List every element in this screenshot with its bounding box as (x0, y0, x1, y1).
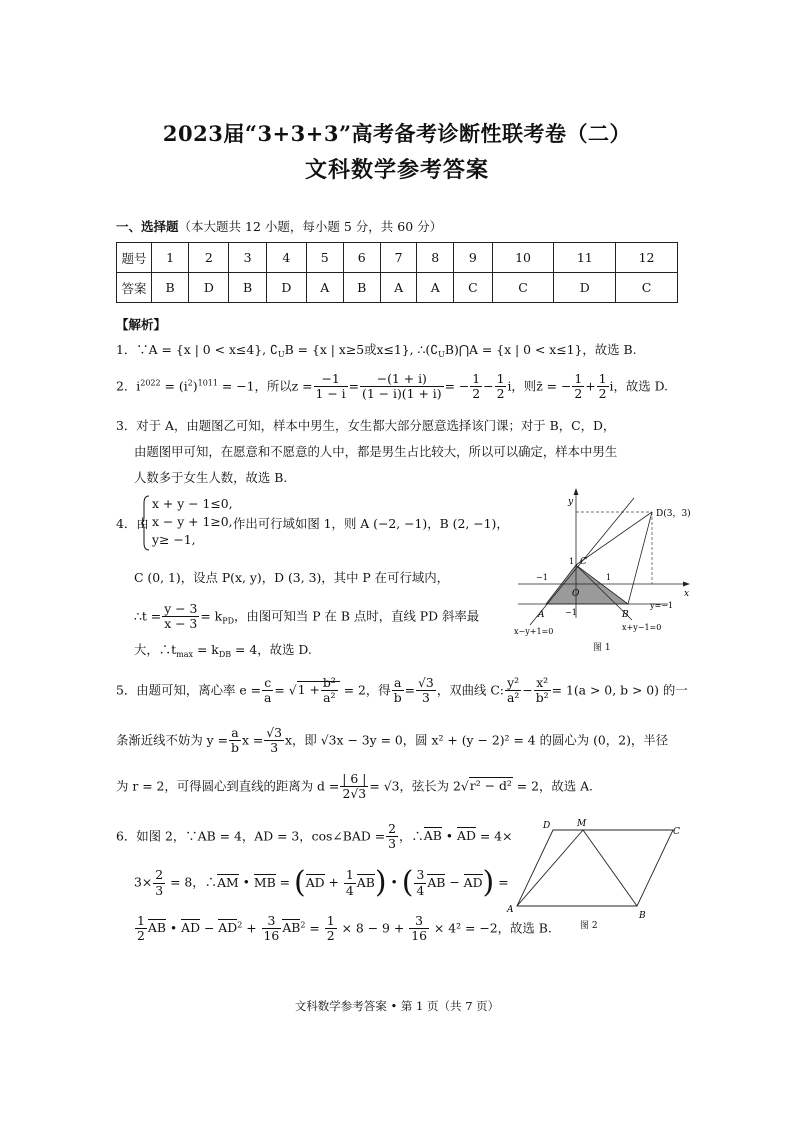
q6-text: − (445, 874, 464, 890)
denominator: 2 (598, 386, 607, 402)
q6-text: ，∴ (399, 828, 424, 844)
q5-text: = √3，弦长为 2 (369, 778, 461, 794)
figure-1-caption: 图 1 (593, 643, 611, 653)
q6-text: − (200, 920, 219, 936)
q4-text: ，由图可知当 P 在 B 点时，直线 PD 斜率最 (233, 608, 480, 624)
q6-text: 6．如图 2，∵AB = 4，AD = 3，cos∠BAD = (116, 828, 386, 844)
q4-lead: 4．由 (116, 516, 149, 531)
q4-line-1: 作出可行域如图 1，则 A (−2, −1)，B (2, −1)， (233, 516, 509, 531)
y-axis-arrow (574, 488, 579, 495)
q4-text: = 4，故选 D. (231, 642, 312, 657)
table-cell: 4 (266, 243, 306, 273)
q4-ineq-3: y≥ −1, (152, 532, 196, 547)
q5-line-3: 为 r = 2，可得圆心到直线的距离为 d = $\frac{| 6 |}{2√3}$ = √3，弦长为 2√r² − d² = 2，故选 A. (116, 771, 593, 802)
q4-ineq-1: x + y − 1≤0, (152, 496, 233, 511)
q6-line-2: 3× $\frac{2}{3}$ = 8，∴AM • MB = (AD + $\frac{1}{4}$ AB) • ( $\frac{3}{4}$ AB − AD) = (134, 865, 509, 900)
q4-fraction (162, 602, 199, 632)
numerator: y² (505, 676, 521, 691)
section-note: （本大题共 12 小题，每小题 5 分，共 60 分） (178, 219, 443, 234)
tick-neg1-y: −1 (565, 608, 577, 617)
q6-text: • (386, 874, 402, 890)
q5-fraction (340, 772, 368, 802)
tick-1-y: 1 (569, 557, 575, 566)
section-label: 一、选择题 (116, 219, 179, 234)
x-axis-arrow (683, 582, 690, 587)
q2-text: i，则z̄ = − (507, 378, 572, 394)
q5-text: 5．由题可知，离心率 e = (116, 682, 261, 698)
q1-line: 1．∵A = {x | 0 < x≤4}, $∁_UB = \{x$ | x≥5或x≤1}, $\therefore(∁_UB)⋂A = \{x$ | 0 < x≤1}，故选 B. (116, 342, 637, 359)
q1-text-a: ∵A = {x | 0 < x≤4}, ∁ (136, 342, 278, 357)
vector-AB: AB (427, 874, 446, 890)
numerator: a (229, 726, 241, 741)
label-x: x (684, 589, 690, 599)
q2-text: + (585, 378, 596, 394)
q5-text: = (274, 682, 285, 698)
denominator: 2 (137, 928, 145, 944)
q2-text: ) (192, 378, 198, 394)
brace (141, 495, 151, 551)
label-B: B (622, 610, 629, 620)
page-subtitle: 文科数学参考答案 (304, 157, 489, 183)
q6-text: = (275, 874, 294, 890)
q5-text: = (404, 682, 416, 698)
table-cell: C (492, 273, 554, 303)
denominator: a (264, 690, 272, 706)
numerator: √3 (266, 725, 283, 740)
q2-text: i (136, 378, 141, 394)
table-row-numbers (117, 243, 678, 273)
q6-text: × 4² = −2，故选 B. (429, 920, 552, 936)
numerator: 3 (262, 914, 282, 929)
denominator: x − 3 (164, 616, 198, 632)
page-footer: 文科数学参考答案 • 第 1 页（共 7 页） (294, 999, 500, 1013)
table-cell: B (152, 273, 189, 303)
page-title: 2023届“3+3+3”高考备考诊断性联考卷（二） (162, 121, 632, 146)
q4-sub: PD (222, 616, 234, 626)
q4-system (152, 495, 233, 549)
q4-sub: max (176, 650, 194, 659)
answer-table (116, 242, 678, 303)
denominator: b (393, 690, 402, 706)
vector-AD: AD (463, 874, 483, 890)
vector-AD: AD (218, 920, 238, 936)
tick-neg1-x: −1 (536, 573, 548, 582)
numerator: 1 (574, 371, 583, 386)
numerator: −(1 + i) (360, 372, 444, 387)
q5-fraction (416, 676, 436, 706)
q6-text: + (324, 874, 343, 890)
q6-text: = (305, 920, 324, 936)
tick-1-x: 1 (606, 573, 612, 582)
vector-MB: MB (253, 874, 276, 890)
figure-2-caption: 图 2 (580, 921, 598, 931)
numerator: 1 (496, 371, 505, 386)
q4-text: = k (200, 608, 223, 624)
q1-text-c: B)⋂A = {x | 0 < x≤1} (444, 342, 583, 357)
vector-AB: AB (356, 874, 375, 890)
table-cell: 7 (380, 243, 417, 273)
q2-sup: 1011 (197, 378, 218, 388)
table-cell: B (229, 273, 266, 303)
label-D: D (543, 821, 551, 831)
q6-text: • (238, 874, 254, 890)
label-C: C (580, 557, 587, 567)
q5-fraction (505, 676, 521, 706)
numerator: | 6 | (342, 771, 367, 786)
q6-fraction (325, 914, 337, 944)
q6-text: = 8，∴ (166, 874, 218, 890)
table-cell: 9 (454, 243, 493, 273)
segment-MB (583, 830, 637, 906)
denominator: 2√3 (342, 786, 367, 802)
table-cell: D (554, 273, 616, 303)
q4-text: = k (193, 642, 219, 657)
label-A: A (538, 610, 545, 620)
q4-text: ∴t = (134, 608, 162, 624)
q6-text: • (441, 828, 458, 844)
q6-text: 3× (134, 874, 153, 890)
table-header-number: 题号 (117, 243, 152, 273)
q3-line-1: 3．对于 A，由题图乙可知，样本中男生，女生都大部分愿意选择该门课；对于 B，C，D， (116, 418, 616, 433)
label-D: D(3，3) (656, 509, 691, 519)
label-B: B (639, 911, 646, 921)
table-cell: 5 (306, 243, 343, 273)
q2-sup: 2 (187, 378, 193, 388)
denominator: (1 − i)(1 + i) (362, 386, 442, 402)
q4-line-2: C (0, 1)，设点 P(x, y)，D (3, 3)，其中 P 在可行域内， (134, 570, 450, 585)
q2-fraction (314, 372, 348, 402)
label-M: M (577, 819, 587, 829)
table-cell: 10 (492, 243, 554, 273)
numerator: c (262, 676, 273, 691)
q2-number: 2． (116, 378, 137, 394)
q1-text-b: B = {x | x≥5或x≤1}, ∴(∁ (284, 342, 439, 357)
numerator: 1 (472, 371, 481, 386)
q1-number: 1． (116, 342, 137, 357)
parallelogram (517, 830, 673, 906)
table-cell: 11 (554, 243, 616, 273)
denominator: 1 − i (315, 386, 346, 402)
table-cell: B (343, 273, 380, 303)
vector-AD: AD (457, 828, 476, 844)
q5-text: 1 + (297, 682, 320, 698)
table-row-answers (117, 273, 678, 303)
q3-line-2: 由题图甲可知，在愿意和不愿意的人中，都是男生占比较大，所以可以确定，样本中男生 (134, 444, 618, 459)
feasible-region (546, 565, 628, 604)
segment-AM (517, 830, 583, 906)
q2-sup: 2022 (140, 378, 161, 388)
q2-text: = − (444, 378, 470, 394)
numerator: 1 (598, 371, 607, 386)
q6-text: • (165, 920, 182, 936)
q5-fraction (321, 676, 338, 706)
q5-text: x = (241, 732, 264, 748)
q6-text: + (242, 920, 261, 936)
q2-fraction (572, 372, 584, 402)
table-cell: 6 (343, 243, 380, 273)
q5-sqrt: r² − d² (469, 778, 512, 794)
q4-line-3 (134, 602, 479, 632)
q5-text: 条渐近线不妨为 y = (116, 732, 228, 748)
numerator: a (392, 676, 404, 691)
q5-line-1: 5．由题可知，离心率 e = $\frac{c}{a}$ = √1 + $\frac{\text{b²}}{\text{a²}}$ = 2，得 $\frac{a}{b}$ = $\frac{√3}{3}$ ，双曲线 C: $\frac{\text{y²}}{\text{a²}}$ − $\frac{\text{x²}}{\text{b²}}$ = 1(a > 0, b > 0) 的一 (116, 675, 688, 706)
denominator: a² (506, 690, 520, 706)
numerator: 2 (155, 867, 164, 883)
q6-line-3 (134, 914, 552, 944)
label-y: y (568, 497, 574, 507)
table-cell: A (417, 273, 454, 303)
label-A: A (507, 905, 514, 915)
q6-fraction (153, 868, 165, 898)
section-heading (116, 217, 442, 235)
label-line-y-neg1: y=−1 (650, 601, 674, 610)
q6-text: × 8 − 9 + (337, 920, 409, 936)
table-cell: 12 (616, 243, 678, 273)
q2-text: = (348, 378, 360, 394)
label-line-x+y-1: x+y−1=0 (622, 623, 662, 632)
q5-text: = 2，得 (343, 682, 391, 698)
table-cell: A (306, 273, 343, 303)
numerator: 1 (137, 913, 145, 928)
q6-fraction (262, 914, 282, 944)
numerator: √3 (418, 675, 434, 690)
denominator: 3 (270, 740, 279, 756)
denominator: 2 (496, 386, 505, 402)
denominator: 3 (421, 690, 430, 706)
table-cell: 1 (152, 243, 189, 273)
denominator: 16 (411, 928, 427, 944)
figure-2 (505, 818, 695, 928)
q4-line-4 (134, 640, 312, 659)
q5-text: x，即 √3x − 3y = 0，圆 x² + (y − 2)² = 4 的圆心为 (0，2)，半径 (285, 732, 669, 748)
denominator: 4 (416, 882, 425, 898)
denominator: 2 (326, 928, 335, 944)
numerator: 1 (326, 913, 335, 928)
label-origin: O (572, 589, 580, 599)
q1-end: ，故选 B. (582, 342, 637, 357)
q6-line-1 (116, 822, 512, 852)
numerator: b² (322, 675, 336, 690)
numerator: y − 3 (164, 601, 198, 616)
q2-text: − (483, 378, 494, 394)
vector-AB: AB (147, 920, 166, 936)
q4-text: 大，∴t (134, 642, 177, 657)
q6-fraction (409, 914, 429, 944)
numerator: 1 (345, 867, 354, 883)
vector-AB: AB (423, 828, 442, 844)
q5-text: = 2，故选 A. (512, 778, 593, 794)
numerator: 3 (416, 867, 425, 883)
q4-sub: DB (218, 650, 232, 659)
denominator: 3 (155, 882, 164, 898)
denominator: 2 (472, 386, 481, 402)
denominator: 16 (263, 928, 280, 944)
denominator: 3 (388, 836, 396, 852)
q2-line (116, 372, 668, 402)
q6-sup: 2 (300, 920, 306, 930)
denominator: 2 (574, 386, 583, 402)
q5-sqrt (297, 675, 340, 706)
label-C: C (673, 827, 680, 837)
label-line-x-y-1: x−y+1=0 (514, 627, 554, 636)
q6-fraction (414, 868, 426, 898)
q5-fraction (392, 676, 404, 706)
q3-line-3: 人数多于女生人数，故选 B. (134, 470, 288, 485)
denominator: b (231, 740, 239, 756)
q5-line-2 (116, 726, 668, 756)
q5-fraction (229, 726, 241, 756)
vector-AD: AD (305, 874, 325, 890)
q6-fraction (344, 868, 356, 898)
table-cell: 3 (229, 243, 266, 273)
q6-sup: 2 (237, 920, 243, 930)
table-header-answer: 答案 (117, 273, 152, 303)
table-cell: 2 (189, 243, 229, 273)
table-cell: 8 (417, 243, 454, 273)
q2-fraction (597, 372, 609, 402)
q2-fraction (360, 372, 444, 402)
q5-text: = 1(a > 0, b > 0) 的一 (551, 682, 688, 698)
q5-fraction (534, 676, 551, 706)
q2-fraction (470, 372, 482, 402)
vector-AB: AB (282, 920, 301, 936)
q2-text: = −1，所以z = (217, 378, 313, 394)
q6-text: = (494, 874, 509, 890)
q5-text: 为 r = 2，可得圆心到直线的距离为 d = (116, 778, 340, 794)
q6-fraction (135, 914, 147, 944)
q6-fraction (386, 822, 398, 852)
q5-fraction (264, 726, 284, 756)
q4-ineq-2: x − y + 1≥0, (152, 514, 233, 529)
q5-text: − (522, 682, 533, 698)
vector-AD: AD (181, 920, 201, 936)
table-cell: D (189, 273, 229, 303)
q6-text: = 4× (475, 828, 513, 844)
table-cell: D (266, 273, 306, 303)
numerator: −1 (314, 372, 348, 387)
analysis-label: 【解析】 (116, 317, 167, 332)
table-cell: A (380, 273, 417, 303)
denominator: 4 (345, 882, 354, 898)
q2-text: = (i (160, 378, 188, 394)
denominator: b² (535, 690, 549, 706)
numerator: 3 (409, 914, 429, 929)
figure-1 (510, 488, 710, 658)
table-cell: C (616, 273, 678, 303)
denominator: a² (323, 690, 336, 706)
q5-fraction (262, 676, 273, 706)
vector-AM: AM (217, 874, 239, 890)
q2-fraction (495, 372, 507, 402)
q5-text: ，双曲线 C: (436, 682, 504, 698)
table-cell: C (454, 273, 493, 303)
numerator: x² (534, 676, 551, 691)
q2-end: i，故选 D. (609, 378, 669, 394)
numerator: 2 (388, 821, 396, 836)
